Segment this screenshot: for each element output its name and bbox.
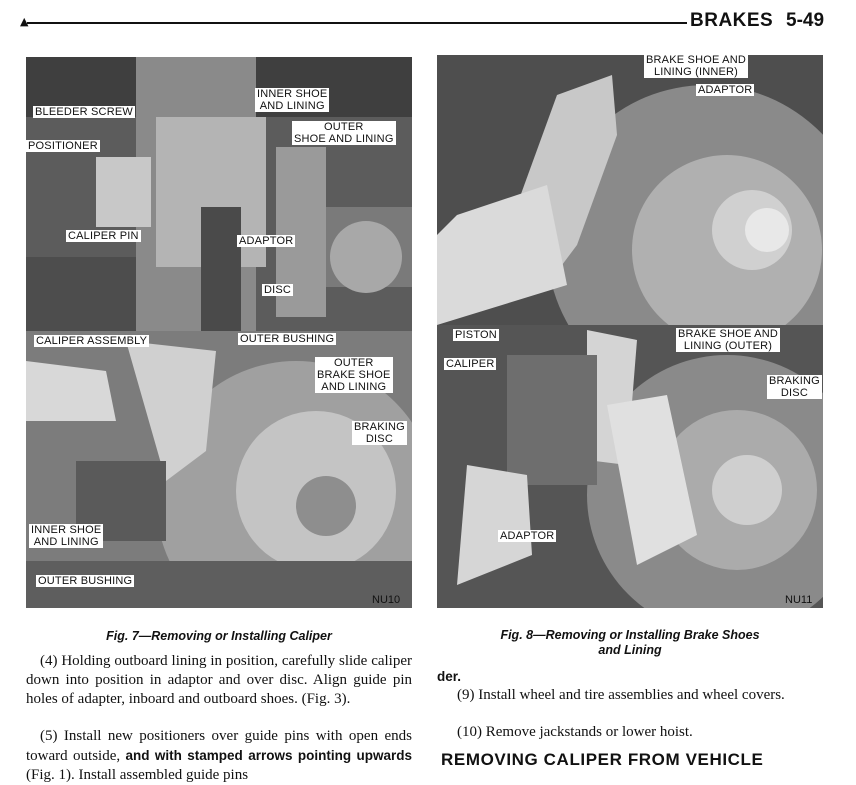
label-caliper-assembly: CALIPER ASSEMBLY xyxy=(36,335,148,347)
header-section: BRAKES xyxy=(690,10,774,31)
label-bleeder-screw: BLEEDER SCREW xyxy=(35,106,133,118)
label-caliper: CALIPER xyxy=(446,358,495,370)
label-outer-bushing-top: OUTER BUSHING xyxy=(240,333,335,345)
label-adaptor: ADAPTOR xyxy=(239,235,294,247)
label-brake-shoe-outer: BRAKE SHOE AND LINING (OUTER) xyxy=(678,328,778,352)
step-5-paragraph xyxy=(26,727,412,785)
caliper-installed-illustration xyxy=(26,57,412,331)
label-caliper-pin: CALIPER PIN xyxy=(68,230,139,242)
fig7-code: NU10 xyxy=(372,594,401,606)
label-braking-disc-8: BRAKING DISC xyxy=(769,375,820,399)
label-outer-bushing-bottom: OUTER BUSHING xyxy=(38,575,133,587)
label-adaptor-bottom: ADAPTOR xyxy=(500,530,555,542)
header-rule xyxy=(27,22,687,24)
section-heading: REMOVING CALIPER FROM VEHICLE xyxy=(441,750,764,769)
continued-word: der. xyxy=(437,669,462,684)
label-inner-shoe-and-lining: INNER SHOE AND LINING xyxy=(257,88,328,112)
fig8-caption xyxy=(437,628,823,658)
step-9-paragraph: (9) Install wheel and tire assemblies and wheel covers. xyxy=(457,687,785,703)
label-braking-disc: BRAKING DISC xyxy=(354,421,405,445)
label-piston: PISTON xyxy=(455,329,497,341)
page-number: 5-49 xyxy=(786,10,825,31)
header-arrow-icon: ▲ xyxy=(20,15,29,28)
label-disc: DISC xyxy=(264,284,292,296)
fig7-caption: Fig. 7—Removing or Installing Caliper xyxy=(106,629,332,643)
label-brake-shoe-inner: BRAKE SHOE AND LINING (INNER) xyxy=(646,54,746,78)
label-outer-brake-shoe: OUTER BRAKE SHOE AND LINING xyxy=(317,357,391,393)
label-positioner: POSITIONER xyxy=(28,140,98,152)
label-outer-shoe-and-lining: OUTER SHOE AND LINING xyxy=(294,121,394,145)
fig8-code: NU11 xyxy=(785,594,813,606)
label-inner-shoe: INNER SHOE AND LINING xyxy=(31,524,102,548)
shoe-inner-illustration xyxy=(437,55,823,325)
label-adaptor-top: ADAPTOR xyxy=(698,84,753,96)
fig8-caption-line2: and Lining xyxy=(598,643,662,657)
step-4-paragraph: (4) Holding outboard lining in position, carefully slide caliper down into position in adaptor and over disc. Align guide pin holes of adapter, inboard and outboard shoes. (Fig. 3). xyxy=(26,653,412,707)
fig7-top-photo xyxy=(26,57,412,331)
step-5-bold: and with stamped arrows pointing upwards xyxy=(125,748,412,763)
fig8-caption-line1: Fig. 8—Removing or Installing Brake Shoes xyxy=(500,628,760,642)
fig8-top-photo xyxy=(437,55,823,325)
step-5-start: (5) Install new positioners over guide pins with open ends toward outside, xyxy=(26,728,412,764)
step-10-paragraph: (10) Remove jackstands or lower hoist. xyxy=(457,724,693,740)
step-5-end: (Fig. 1). Install assembled guide pins xyxy=(26,767,249,783)
